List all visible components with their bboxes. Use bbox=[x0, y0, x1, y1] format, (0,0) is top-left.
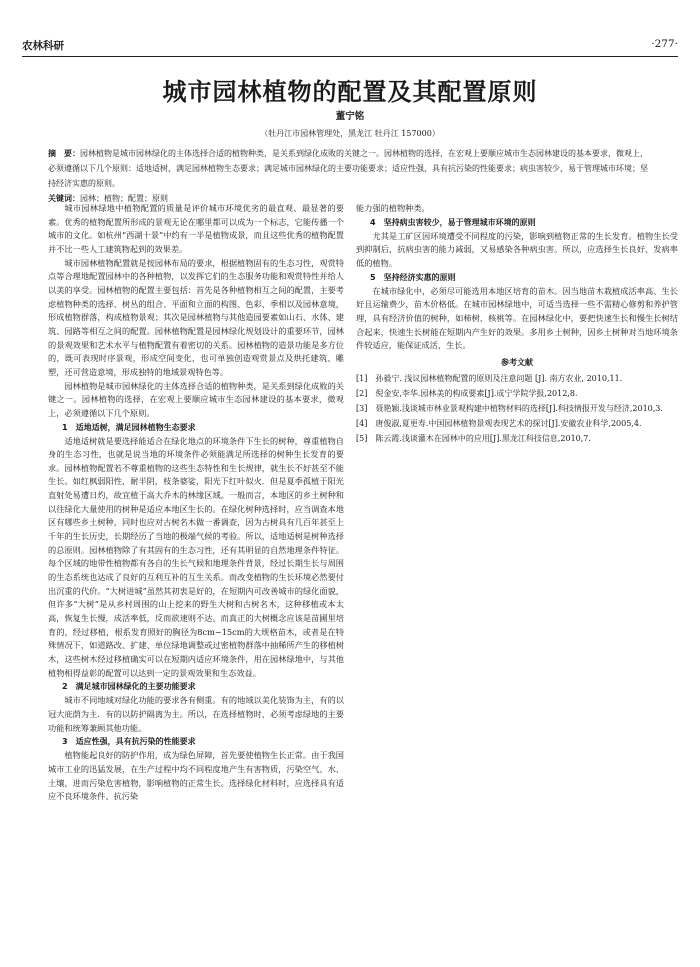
journal-name: 农林科研 bbox=[22, 40, 64, 52]
right-column-body bbox=[356, 202, 678, 353]
section-heading: 1 适地适树，满足园林植物生态要求 bbox=[62, 422, 196, 432]
reference-item: [5] 陈云霞.浅谈灌木在园林中的应用[J].黑龙江科技信息,2010,7. bbox=[356, 433, 591, 443]
left-column bbox=[48, 202, 344, 804]
body-columns bbox=[48, 202, 678, 804]
author-affiliation: （牡丹江市园林管理处，黑龙江 牡丹江 157000） bbox=[260, 129, 440, 138]
abstract-text: 园林植物是城市园林绿化的主体选择合适的植物种类，是关系到绿化成败的关键之一。园林植物的选择，在宏观上要顺应城市生态园林建设的基本要求，微观上，必须遵循以下几个原则：适地适树，满足园林植物生态要求；满足城市园林绿化的主要功能要求；适应性强，具有抗污染的性能要求；病虫害较少，易于管理城市环境；坚持经济实惠的原则。 bbox=[48, 149, 648, 188]
body-paragraph: 在城市绿化中，必须尽可能选用本地区培育的苗木。因当地苗木栽植成活率高、生长好且运输费少，苗木价格低。在城市园林绿地中，可适当选择一些不需精心修剪和养护管理，具有经济价值的树种，如柿树、核桃等。在园林绿化中，要把快速生长和慢生长树结合起来，快速生长树能在短期内产生好的效果。多用乡土树种，因乡土树种对当地环境条件较适应，能保证成活，生长。 bbox=[356, 285, 678, 351]
running-header bbox=[22, 38, 678, 54]
keywords-text: 园林；植物；配置；原则 bbox=[80, 194, 168, 203]
header-rule bbox=[22, 56, 678, 57]
section-heading: 3 适应性强，具有抗污染的性能要求 bbox=[62, 737, 196, 747]
reference-item: [1] 孙毅宁. 浅议园林植物配置的原则及注意问题 [J]. 南方农业, 2010,11. bbox=[356, 373, 623, 383]
author-name: 董宁铭 bbox=[335, 111, 365, 122]
page-number: ·277· bbox=[651, 38, 678, 50]
references-title: 参考文献 bbox=[501, 357, 533, 367]
reference-item: [2] 倪金安,李华.园林美的构成要素[J].成宁学院学报,2012,8. bbox=[356, 388, 578, 398]
body-paragraph: 城市不同地域对绿化功能的要求各有侧重。有的地域以美化装饰为主，有的以冠大庇荫为主．有的以防护隔离为主。所以，在选择植物时，必须考虑绿地的主要功能和统筹兼顾其他功能。 bbox=[48, 695, 344, 733]
abstract-label: 摘 要： bbox=[48, 149, 80, 158]
paper-title: 城市园林植物的配置及其配置原则 bbox=[162, 77, 538, 106]
right-column bbox=[356, 202, 678, 804]
body-paragraph: 适地适树就是要选择能适合在绿化地点的环境条件下生长的树种，尊重植物自身的生态习性，也就是说当地的环境条件必须能满足所选择的树种生长发育的要求。园林植物配置若不尊重植物的这些生态特性和生长规律，就生长不好甚至不能生长。如红枫弱阳性，耐半阴，枝条婆娑，阳光下红叶似火．但是夏季孤植于阳光直射处易遭日灼，故宜植于高大乔木的林缘区域。一般而言，本地区的乡土树种和以往绿化大量使用的树种是适应本地区生长的。在绿化树种选择时，应当调查本地区有哪些乡土树种，同时也应对古树名木做一番调查，因为古树具有几百年甚至上千年的生长历史，长期经历了当地的极端气候的考验。所以，适地适树是树种选择的总原则。园林植物除了有其固有的生态习性，还有其明显的自然地理条件特征。每个区域的地带性植物都有各自的生长气候和地理条件背景，经过长期生长与周围的生态系统也达成了良好的互利互补的互生关系。而改变植物的生长环境必然要付出沉重的代价。“大树进城”虽然其初衷是好的，在短期内可改善城市的绿化面貌，但许多“大树”是从乡村周围的山上挖来的野生大树和古树名木，这种移植或本太高，恢复生长慢，成活率低，反而欲速则不达。而真正的大树概念应该是苗圃里培育的，经过移植，根系发育照好的胸径为8cm~15cm的大规格苗木，或者是在特殊情况下，如道路改、扩建、单位绿地调整或过密植物群落中抽稀所产生的移植树木，这些树木经过移植确实可以在短期内适应环境条件，用在园林绿地中，与其他植物相得益彰的配置可以达到一定的景观效果和生态效益。 bbox=[48, 435, 344, 678]
section-heading: 4 坚持病虫害较少，易于管理城市环境的原则 bbox=[370, 217, 536, 227]
body-paragraph: 园林植物是城市园林绿化的主体选择合适的植物种类，是关系到绿化成败的关键之一。园林植物的选择，在宏观上要顺应城市生态园林建设的基本要求，微观上，必须遵循以下几个原则。 bbox=[48, 380, 344, 418]
body-paragraph: 植物能起良好的防护作用，成为绿色屏障，首先要使植物生长正常。由于我国城市工业的迅猛发展，在生产过程中均不同程度地产生有害物质，污染空气、水、土壤，进而污染危害植物，影响植物的正常生长。选择绿化材料时，应选择具有适应不良环境条件、抗污染 bbox=[48, 750, 344, 802]
reference-item: [4] 唐俊淑,夏更寿.中国园林植物景观表现艺术的探讨[J].安徽农业科学,2005,4. bbox=[356, 418, 642, 428]
abstract-block bbox=[48, 146, 652, 206]
keywords-label: 关键词： bbox=[48, 194, 80, 203]
body-paragraph: 能力强的植物种类。 bbox=[356, 203, 430, 213]
abstract bbox=[48, 146, 652, 191]
reference-item: [3] 聂艳颖.浅谈城市林业景观构建中植物材料的选择[J].科技情报开发与经济,2010,3. bbox=[356, 403, 663, 413]
body-paragraph: 尤其是工矿区因环境遭受不同程度的污染，影响到植物正常的生长发育。植物生长受到抑制后，抗病虫害的能力减弱，又易感染各种病虫害。所以，应选择生长良好、发病率低的植物。 bbox=[356, 230, 678, 268]
body-paragraph: 城市园林植物配置就是按园林布局的要求，根据植物固有的生态习性，观赏特点等合理地配置园林中的各种植物，以发挥它们的生态服务功能和观赏特性并给人以美的享受。园林植物的配置主要包括：首先是各种植物相互之间的配置，主要考虑植物种类的选择、树丛的组合、平面和立面的构图、色彩、季相以及园林意境，形成植物群落，构成植物景观；其次是园林植物与其他造园要素如山石、水体、建筑、园路等相互之间的配置。园林植物配置是园林绿化规划设计的重要环节，园林的景观效果和艺术水平与植物配置有着密切的关系。园林植物的造景功能是多方位的，既可表现时序景观，形成空间变化，也可单独创造观赏景点及烘托建筑、雕塑，还可营造意境，形成独特的地域景观特色等。 bbox=[48, 257, 344, 377]
body-paragraph: 城市园林绿地中植物配置的质量是评价城市环境优劣的最直观、最显著的要素。优秀的植物配置所形成的景观无论在哪里都可以成为一个标志，它能传播一个城市的文化。如杭州“西湖十景”中约有一半是植物成景，而且这些优秀的植物配置并不比一些人工建筑物起到的效果差。 bbox=[48, 203, 344, 254]
section-heading: 2 满足城市园林绿化的主要功能要求 bbox=[62, 682, 196, 692]
section-heading: 5 坚持经济实惠的原则 bbox=[370, 272, 456, 282]
references-list bbox=[356, 371, 678, 446]
